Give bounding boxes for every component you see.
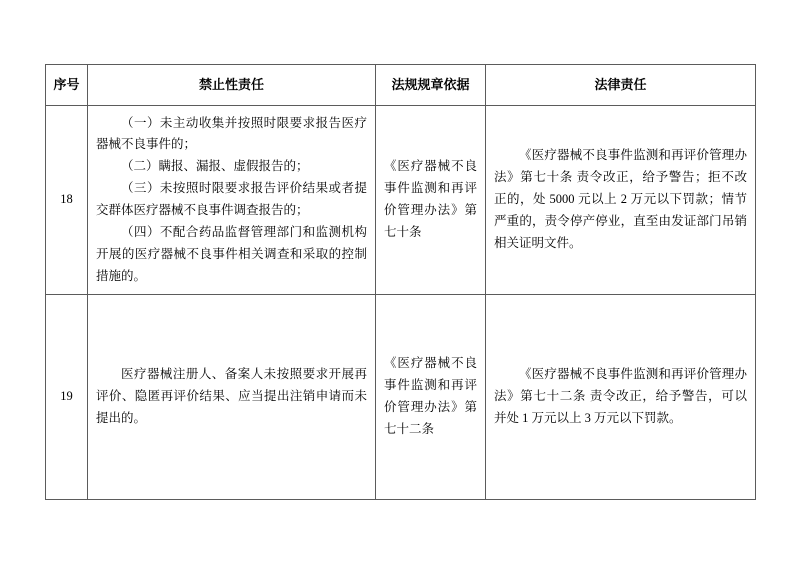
prohibition-item-2: （二）瞒报、漏报、虚假报告的； [121,159,309,174]
row-prohibition [88,106,376,295]
row-liability [486,106,756,295]
column-header-liability: 法律责任 [486,65,756,106]
row-basis: 《医疗器械不良事件监测和再评价管理办法》第七十条 [376,106,486,295]
table-header [46,65,756,106]
table-row [46,295,756,500]
prohibition-item-4: （四）不配合药品监督管理部门和监测机构开展的医疗器械不良事件相关调查和采取的控制措施的。 [96,224,367,283]
row-prohibition [88,295,376,500]
table-body [46,106,756,500]
column-header-no: 序号 [46,65,88,106]
table-container [45,64,755,500]
liability-text: 《医疗器械不良事件监测和再评价管理办法》第七十条 责令改正，给予警告；拒不改正的，处 5000 元以上 2 万元以下罚款；情节严重的，责令停产停业，直至由发证部门吊销相关证明文件。 [494,148,747,250]
column-header-prohibition: 禁止性责任 [88,65,376,106]
prohibition-item-1: 医疗器械注册人、备案人未按照要求开展再评价、隐匿再评价结果、应当提出注销申请而未提出的。 [96,367,367,425]
table-header-row [46,65,756,106]
prohibition-item-1: （一）未主动收集并按照时限要求报告医疗器械不良事件的； [96,115,367,152]
row-liability [486,295,756,500]
row-number: 18 [46,106,88,295]
row-number: 19 [46,295,88,500]
prohibition-item-3: （三）未按照时限要求报告评价结果或者提交群体医疗器械不良事件调查报告的； [96,181,367,217]
liability-text: 《医疗器械不良事件监测和再评价管理办法》第七十二条 责令改正，给予警告，可以并处 1 万元以上 3 万元以下罚款。 [494,367,747,425]
table-row [46,106,756,295]
row-basis: 《医疗器械不良事件监测和再评价管理办法》第七十二条 [376,295,486,500]
column-header-basis: 法规规章依据 [376,65,486,106]
regulation-table [45,64,756,500]
